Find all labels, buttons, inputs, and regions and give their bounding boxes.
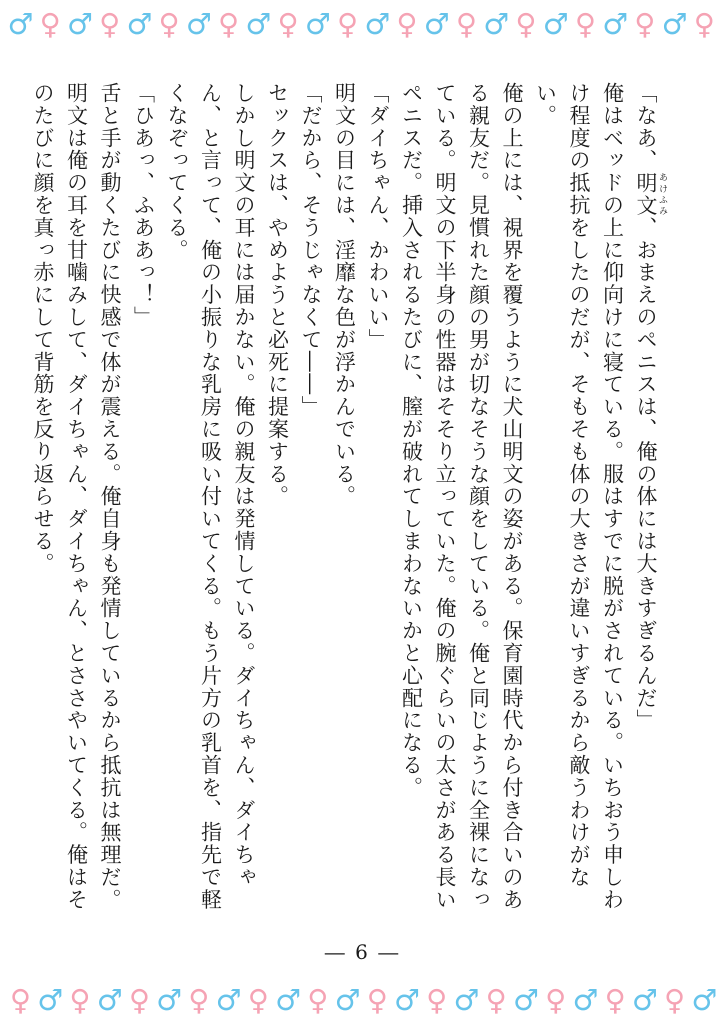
paragraph: 「ダイちゃん、かわいい」 <box>366 82 390 351</box>
male-symbol-icon: ♂ <box>542 6 569 41</box>
paragraph: しかし明文の耳には届かない。俺の親友は発情している。ダイちゃん、ダイちゃん、と言って、俺の小振りな乳房に吸い付いてくる。もう片方の乳首を、指先で軽くなぞってくる。 <box>165 82 256 911</box>
paragraph: セックスは、やめようと必死に提案する。 <box>265 82 290 508</box>
bottom-gender-symbol-border <box>0 980 725 1020</box>
female-symbol-icon: ♀ <box>188 982 210 1017</box>
male-symbol-icon: ♂ <box>572 982 599 1017</box>
male-symbol-icon: ♂ <box>334 982 361 1017</box>
male-symbol-icon: ♂ <box>126 6 153 41</box>
female-symbol-icon: ♀ <box>664 982 686 1017</box>
male-symbol-icon: ♂ <box>631 982 658 1017</box>
female-symbol-icon: ♀ <box>9 982 32 1017</box>
male-symbol-icon: ♂ <box>691 982 718 1017</box>
paragraph: 俺はベッドの上に仰向けに寝ている。服はすでに脱がされている。いちおう申しわけ程度の抵抗をしたのだが、そもそも体の大きさが違いすぎるから敵うわけがない。 <box>533 82 625 911</box>
furigana-ruby: 明文 あけふみ <box>634 171 667 217</box>
male-symbol-icon: ♂ <box>394 982 421 1017</box>
paragraph: 俺の上には、視界を覆うように犬山明文の姿がある。保育園時代から付き合いのある親友だ。見慣れた顔の男が切なそうな顔をしている。俺と同じように全裸になっている。明文の下半身の性器はそそり立っていた。俺の腕ぐらいの太さがある長いペニスだ。挿入されるたびに、膣が破れてしまわないかと心配になる。 <box>399 82 524 911</box>
male-symbol-icon: ♂ <box>602 6 629 41</box>
male-symbol-icon: ♂ <box>245 6 272 41</box>
female-symbol-icon: ♀ <box>158 6 180 41</box>
female-symbol-icon: ♀ <box>366 982 388 1017</box>
female-symbol-icon: ♀ <box>426 982 448 1017</box>
female-symbol-icon: ♀ <box>545 982 567 1017</box>
female-symbol-icon: ♀ <box>574 6 597 41</box>
male-symbol-icon: ♂ <box>661 6 688 41</box>
male-symbol-icon: ♂ <box>37 982 64 1017</box>
male-symbol-icon: ♂ <box>453 982 480 1017</box>
male-symbol-icon: ♂ <box>364 6 391 41</box>
female-symbol-icon: ♀ <box>693 6 716 41</box>
female-symbol-icon: ♀ <box>604 982 626 1017</box>
female-symbol-icon: ♀ <box>455 6 478 41</box>
male-symbol-icon: ♂ <box>66 6 93 41</box>
male-symbol-icon: ♂ <box>7 6 34 41</box>
male-symbol-icon: ♂ <box>96 982 123 1017</box>
paragraph: 舌と手が動くたびに快感で体が震える。俺自身も発情しているから抵抗は無理だ。明文は俺の耳を甘噛みして、ダイちゃん、ダイちゃん、とささやいてくる。俺はそのたびに顔を真っ赤にして背筋を反り返らせる。 <box>31 82 122 911</box>
female-symbol-icon: ♀ <box>307 982 329 1017</box>
female-symbol-icon: ♀ <box>69 982 91 1017</box>
paragraph: 明文の目には、淫靡な色が浮かんでいる。 <box>332 82 357 508</box>
male-symbol-icon: ♂ <box>483 6 510 41</box>
female-symbol-icon: ♀ <box>39 6 61 41</box>
female-symbol-icon: ♀ <box>277 6 299 41</box>
female-symbol-icon: ♀ <box>247 982 269 1017</box>
female-symbol-icon: ♀ <box>336 6 359 41</box>
paragraph: 「だから、そうじゃなくて――」 <box>299 82 323 418</box>
female-symbol-icon: ♀ <box>634 6 656 41</box>
female-symbol-icon: ♀ <box>128 982 151 1017</box>
male-symbol-icon: ♂ <box>512 982 539 1017</box>
top-gender-symbol-border <box>0 4 725 44</box>
paragraph: 「ひあっ、ふああっ！」 <box>131 82 156 329</box>
male-symbol-icon: ♂ <box>156 982 183 1017</box>
paragraph: 「なあ、明文 あけふみ、おまえのペニスは、俺の体には大きすぎるんだ」 <box>634 82 667 732</box>
female-symbol-icon: ♀ <box>218 6 240 41</box>
male-symbol-icon: ♂ <box>304 6 331 41</box>
female-symbol-icon: ♀ <box>396 6 418 41</box>
male-symbol-icon: ♂ <box>275 982 302 1017</box>
page-number: ― 6 ― <box>324 940 401 964</box>
female-symbol-icon: ♀ <box>485 982 507 1017</box>
male-symbol-icon: ♂ <box>215 982 242 1017</box>
vertical-text-body <box>31 82 667 922</box>
female-symbol-icon: ♀ <box>515 6 537 41</box>
male-symbol-icon: ♂ <box>423 6 450 41</box>
male-symbol-icon: ♂ <box>185 6 212 41</box>
female-symbol-icon: ♀ <box>99 6 121 41</box>
